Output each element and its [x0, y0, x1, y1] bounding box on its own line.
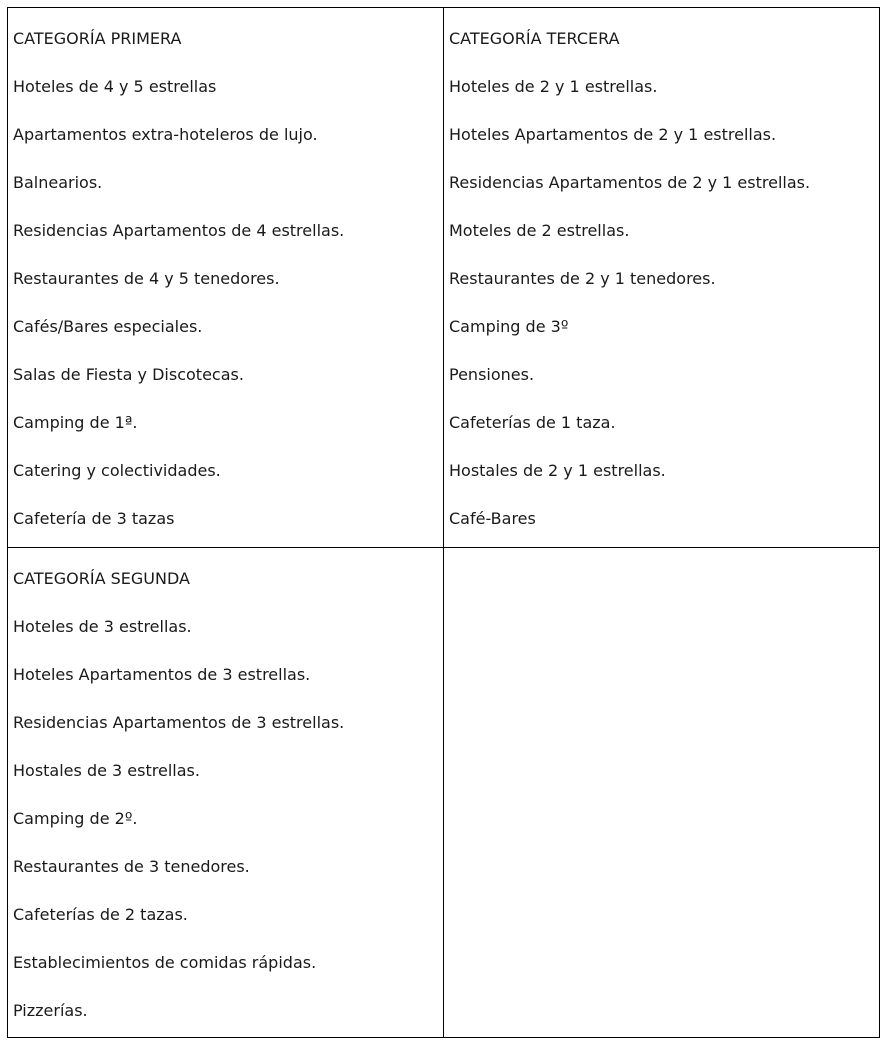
- cell-categoria-segunda: [8, 548, 444, 1038]
- list-categoria-segunda: [13, 555, 438, 1035]
- cell-empty: [444, 548, 880, 1038]
- list-item: Hoteles de 2 y 1 estrellas.: [449, 77, 658, 96]
- list-item: Cafés/Bares especiales.: [13, 317, 203, 336]
- list-item: Moteles de 2 estrellas.: [449, 221, 630, 240]
- category-title: CATEGORÍA TERCERA: [449, 29, 620, 48]
- list-item: Catering y colectividades.: [13, 461, 221, 480]
- list-item: Salas de Fiesta y Discotecas.: [13, 365, 244, 384]
- list-item: Hostales de 3 estrellas.: [13, 761, 200, 780]
- list-item: Hoteles de 4 y 5 estrellas: [13, 77, 217, 96]
- list-item: Residencias Apartamentos de 4 estrellas.: [13, 221, 345, 240]
- list-item: Camping de 2º.: [13, 809, 138, 828]
- list-item: Residencias Apartamentos de 2 y 1 estrellas.: [449, 173, 811, 192]
- list-item: Restaurantes de 4 y 5 tenedores.: [13, 269, 280, 288]
- list-item: Cafetería de 3 tazas: [13, 509, 175, 528]
- list-item: Restaurantes de 2 y 1 tenedores.: [449, 269, 716, 288]
- list-item: Café-Bares: [449, 509, 536, 528]
- list-item: Apartamentos extra-hoteleros de lujo.: [13, 125, 318, 144]
- list-item: Pensiones.: [449, 365, 535, 384]
- list-item: Camping de 1ª.: [13, 413, 138, 432]
- list-item: Pizzerías.: [13, 1001, 88, 1020]
- category-title: CATEGORÍA SEGUNDA: [13, 569, 190, 588]
- list-item: Establecimientos de comidas rápidas.: [13, 953, 317, 972]
- list-item: Hostales de 2 y 1 estrellas.: [449, 461, 666, 480]
- list-item: Hoteles de 3 estrellas.: [13, 617, 192, 636]
- list-categoria-primera: [13, 15, 438, 542]
- cell-categoria-primera: [8, 8, 444, 548]
- list-item: Camping de 3º: [449, 317, 569, 336]
- list-item: Cafeterías de 1 taza.: [449, 413, 616, 432]
- category-table: [7, 7, 880, 1038]
- table-row: [8, 548, 880, 1038]
- list-item: Restaurantes de 3 tenedores.: [13, 857, 250, 876]
- category-title: CATEGORÍA PRIMERA: [13, 29, 182, 48]
- list-item: Cafeterías de 2 tazas.: [13, 905, 188, 924]
- table-row: [8, 8, 880, 548]
- list-categoria-tercera: [449, 15, 874, 542]
- cell-categoria-tercera: [444, 8, 880, 548]
- list-item: Hoteles Apartamentos de 3 estrellas.: [13, 665, 311, 684]
- list-item: Balnearios.: [13, 173, 103, 192]
- list-item: Hoteles Apartamentos de 2 y 1 estrellas.: [449, 125, 777, 144]
- list-item: Residencias Apartamentos de 3 estrellas.: [13, 713, 345, 732]
